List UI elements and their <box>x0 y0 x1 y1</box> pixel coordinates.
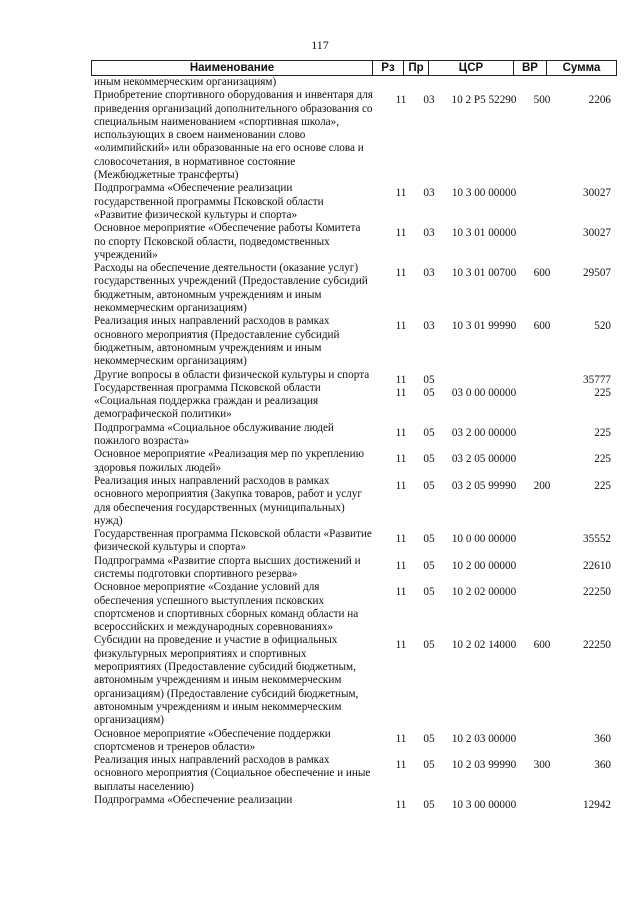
row-sum: 2206 <box>588 94 611 107</box>
row-name: Государственная программа Псковской области «Развитие физической культуры и спорта» <box>94 528 372 554</box>
row-rz: 11 <box>395 373 407 386</box>
row-vr: 600 <box>533 639 551 652</box>
header-rz: Рз <box>373 61 404 76</box>
row-pr: 05 <box>423 426 435 439</box>
row-vr: 600 <box>533 320 551 333</box>
row-sum: 35777 <box>583 373 611 386</box>
table-row <box>91 754 617 794</box>
row-sum: 225 <box>594 479 611 492</box>
header-pr: Пр <box>404 61 429 76</box>
row-rz: 11 <box>395 386 407 399</box>
row-rz: 11 <box>395 559 407 572</box>
row-pr: 03 <box>423 187 435 200</box>
row-sum: 225 <box>594 453 611 466</box>
row-rz: 11 <box>395 94 407 107</box>
table-row <box>91 262 617 315</box>
row-name: Реализация иных направлений расходов в рамках основного мероприятия (Закупка товаров, работ и услуг для обеспечения государственных (муниципальных) нужд) <box>94 474 362 527</box>
row-sum: 30027 <box>583 187 611 200</box>
row-csr: 10 3 00 00000 <box>451 799 517 812</box>
row-rz: 11 <box>395 320 407 333</box>
row-sum: 29507 <box>583 267 611 280</box>
row-csr: 10 0 00 00000 <box>451 533 517 546</box>
row-pr: 05 <box>423 799 435 812</box>
row-rz: 11 <box>395 267 407 280</box>
row-name: Другие вопросы в области физической культуры и спорта <box>94 368 370 381</box>
budget-table-body <box>91 76 617 812</box>
row-pr: 03 <box>423 227 435 240</box>
table-row <box>91 89 617 182</box>
row-pr: 05 <box>423 759 435 772</box>
row-sum: 22250 <box>583 639 611 652</box>
row-rz: 11 <box>395 732 407 745</box>
row-vr: 600 <box>533 267 551 280</box>
table-row <box>91 422 617 449</box>
header-name: Наименование <box>92 61 373 76</box>
row-name: Основное мероприятие «Реализация мер по укреплению здоровья пожилых людей» <box>94 448 364 474</box>
page-number: 117 <box>311 38 329 52</box>
row-rz: 11 <box>395 533 407 546</box>
row-pr: 05 <box>423 386 435 399</box>
row-sum: 520 <box>594 320 611 333</box>
table-row <box>91 528 617 555</box>
row-csr: 10 3 01 00000 <box>451 227 517 240</box>
row-pr: 03 <box>423 94 435 107</box>
header-csr: ЦСР <box>429 61 514 76</box>
row-csr: 03 2 00 00000 <box>451 426 517 439</box>
row-name: иным некоммерческим организациям) <box>94 76 277 88</box>
table-row <box>91 222 617 262</box>
row-csr: 10 3 01 00700 <box>451 267 517 280</box>
row-pr: 05 <box>423 453 435 466</box>
row-sum: 22610 <box>583 559 611 572</box>
row-pr: 05 <box>423 732 435 745</box>
row-csr: 03 0 00 00000 <box>451 386 517 399</box>
row-rz: 11 <box>395 799 407 812</box>
table-header <box>91 60 617 76</box>
row-rz: 11 <box>395 586 407 599</box>
table-row <box>91 448 617 475</box>
row-csr: 10 3 00 00000 <box>451 187 517 200</box>
row-name: Реализация иных направлений расходов в рамках основного мероприятия (Предоставление субсидий бюджетным, автономным учреждениям и иным некоммерческим организациям) <box>94 315 340 368</box>
row-name: Основное мероприятие «Создание условий для обеспечения успешного выступления псковских спортсменов и спортивных сборных команд области на всероссийских и международных соревнованиях» <box>94 581 359 634</box>
row-pr: 05 <box>423 639 435 652</box>
row-name: Основное мероприятие «Обеспечение работы Комитета по спорту Псковской области, подведомственных учреждений» <box>94 222 361 261</box>
table-row <box>91 368 617 386</box>
row-csr: 10 2 03 99990 <box>451 759 517 772</box>
table-row <box>91 728 617 755</box>
row-sum: 12942 <box>583 799 611 812</box>
table-row <box>91 182 617 222</box>
row-sum: 360 <box>594 759 611 772</box>
row-vr: 200 <box>533 479 551 492</box>
row-rz: 11 <box>395 187 407 200</box>
row-pr: 03 <box>423 320 435 333</box>
table-row <box>91 382 617 422</box>
table-row <box>91 315 617 368</box>
row-rz: 11 <box>395 639 407 652</box>
row-rz: 11 <box>395 453 407 466</box>
row-rz: 11 <box>395 426 407 439</box>
row-sum: 225 <box>594 386 611 399</box>
row-name: Субсидии на проведение и участие в официальных физкультурных мероприятиях и спортивных мероприятиях (Предоставление субсидий бюджетным, автономным учреждениям и иным некоммерческим организациям) (Предоставление субсидий бюджетным, автономным учреждениям и иным некоммерческим организациям) <box>94 634 359 727</box>
header-vr: ВР <box>514 61 547 76</box>
row-pr: 05 <box>423 479 435 492</box>
row-vr: 300 <box>533 759 551 772</box>
row-pr: 05 <box>423 586 435 599</box>
row-pr: 05 <box>423 559 435 572</box>
row-rz: 11 <box>395 759 407 772</box>
table-row <box>91 634 617 727</box>
row-name: Подпрограмма «Обеспечение реализации <box>94 794 293 807</box>
row-name: Подпрограмма «Обеспечение реализации государственной программы Псковской области «Развитие физической культуры и спорта» <box>94 182 324 221</box>
table-row <box>91 794 617 812</box>
row-name: Подпрограмма «Социальное обслуживание людей пожилого возраста» <box>94 421 334 448</box>
row-sum: 360 <box>594 732 611 745</box>
row-name: Реализация иных направлений расходов в рамках основного мероприятия (Социальное обеспечение и иные выплаты населению) <box>94 754 371 793</box>
row-name: Приобретение спортивного оборудования и инвентаря для приведения организаций дополнительного образования со специальным наименованием «спортивная школа», использующих в своем наименовании слово «олимпийский» или образованные на его основе слова и словосочетания, в нормативное состояние (Межбюджетные трансферты) <box>94 89 373 182</box>
row-name: Основное мероприятие «Обеспечение поддержки спортсменов и тренеров области» <box>94 727 331 753</box>
header-sum: Сумма <box>547 61 617 76</box>
row-rz: 11 <box>395 227 407 240</box>
row-csr: 10 3 01 99990 <box>451 320 517 333</box>
row-csr: 10 2 Р5 52290 <box>451 94 517 107</box>
table-row <box>91 76 617 89</box>
row-csr: 03 2 05 99990 <box>451 479 517 492</box>
table-row <box>91 555 617 582</box>
row-vr: 500 <box>533 94 551 107</box>
row-pr: 03 <box>423 267 435 280</box>
row-pr: 05 <box>423 373 435 386</box>
row-rz: 11 <box>395 479 407 492</box>
row-name: Государственная программа Псковской области «Социальная поддержка граждан и реализация демографической политики» <box>94 381 321 421</box>
row-csr: 10 2 02 14000 <box>451 639 517 652</box>
row-csr: 10 2 02 00000 <box>451 586 517 599</box>
row-sum: 225 <box>594 426 611 439</box>
row-csr: 10 2 03 00000 <box>451 732 517 745</box>
row-csr: 03 2 05 00000 <box>451 453 517 466</box>
row-name: Расходы на обеспечение деятельности (оказание услуг) государственных учреждений (Предоставление субсидий бюджетным, автономным учреждениям и иным некоммерческим организациям) <box>94 262 368 315</box>
row-csr: 10 2 00 00000 <box>451 559 517 572</box>
row-sum: 22250 <box>583 586 611 599</box>
table-row <box>91 581 617 634</box>
row-sum: 35552 <box>583 533 611 546</box>
table-row <box>91 475 617 528</box>
row-sum: 30027 <box>583 227 611 240</box>
row-pr: 05 <box>423 533 435 546</box>
row-name: Подпрограмма «Развитие спорта высших достижений и системы подготовки спортивного резерва» <box>94 554 361 580</box>
